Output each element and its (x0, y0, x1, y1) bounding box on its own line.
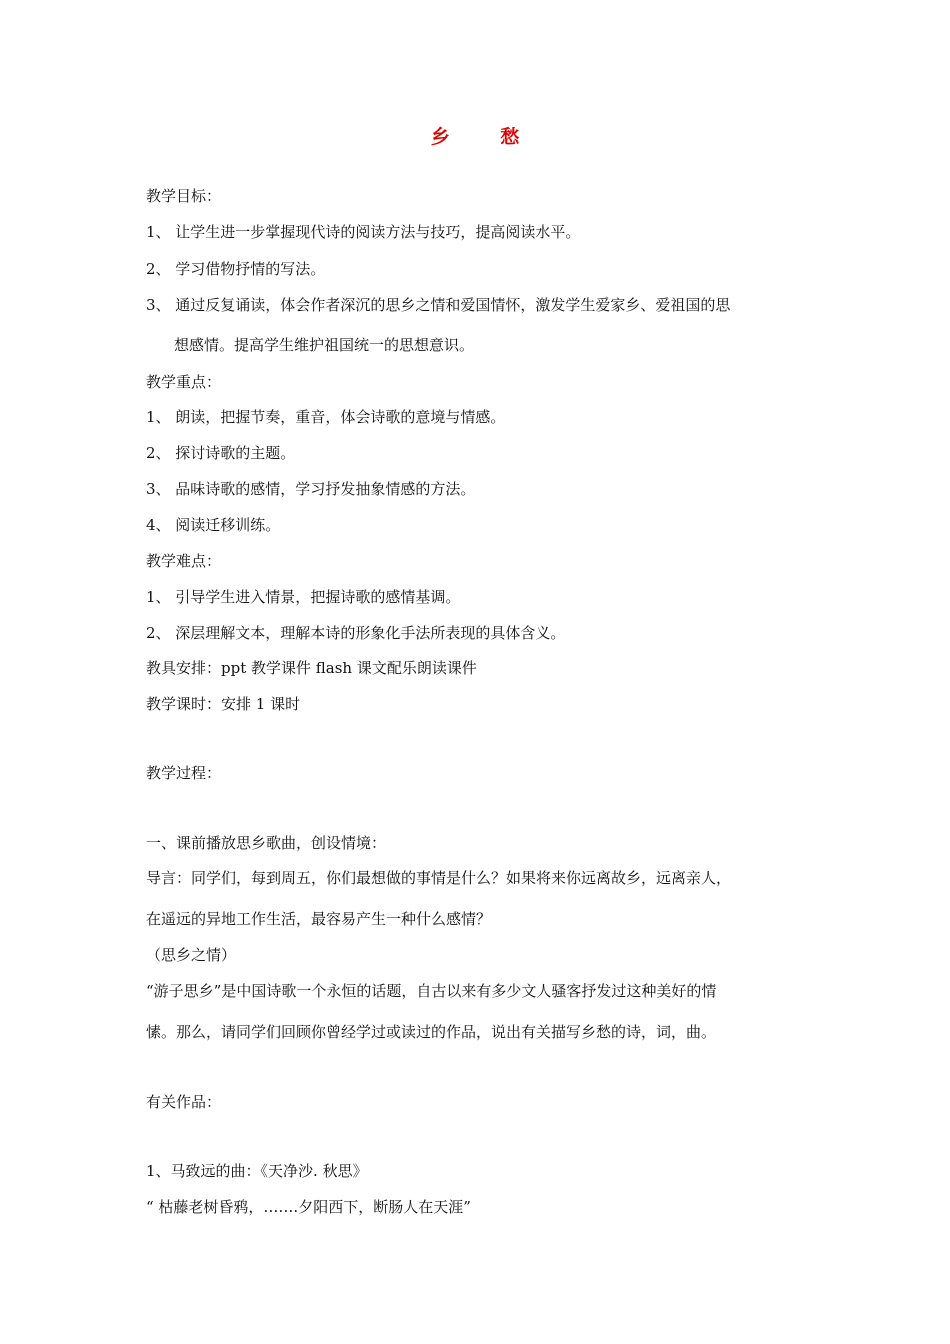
answer-line: （思乡之情） (146, 946, 237, 964)
goal-item-3-continued: 想感情。提高学生维护祖国统一的思想意识。 (174, 336, 475, 354)
work-item-1: 1、马致远的曲：《天净沙. 秋思》 (146, 1162, 368, 1180)
intro-line-2: 在遥远的异地工作生活，最容易产生一种什么感情？ (146, 910, 492, 928)
heading-related-works: 有关作品： (146, 1093, 222, 1111)
goal-item-3: 3、 通过反复诵读，体会作者深沉的思乡之情和爱国情怀，激发学生爱家乡、爱祖国的思 (146, 296, 731, 314)
heading-teaching-goals: 教学目标： (146, 187, 222, 205)
document-title: 乡 愁 (430, 126, 542, 148)
heading-teaching-key-points: 教学重点： (146, 373, 222, 391)
difficulty-1: 1、 引导学生进入情景，把握诗歌的感情基调。 (146, 588, 461, 606)
goal-item-2: 2、 学习借物抒情的写法。 (146, 260, 326, 278)
paragraph-line-1: “游子思乡”是中国诗歌一个永恒的话题，自古以来有多少文人骚客抒发过这种美好的情 (146, 982, 717, 1000)
intro-line-1: 导言：同学们，每到周五，你们最想做的事情是什么？如果将来你远离故乡，远离亲人， (146, 869, 732, 887)
heading-teaching-process: 教学过程： (146, 764, 222, 782)
heading-teaching-difficulties: 教学难点： (146, 552, 222, 570)
difficulty-2: 2、 深层理解文本，理解本诗的形象化手法所表现的具体含义。 (146, 624, 566, 642)
key-point-1: 1、 朗读，把握节奏，重音，体会诗歌的意境与情感。 (146, 408, 506, 426)
teaching-hours: 教学课时：安排 1 课时 (146, 695, 301, 713)
key-point-3: 3、 品味诗歌的感情，学习抒发抽象情感的方法。 (146, 480, 476, 498)
goal-item-1: 1、 让学生进一步掌握现代诗的阅读方法与技巧，提高阅读水平。 (146, 223, 581, 241)
section-one-heading: 一、课前播放思乡歌曲，创设情境： (146, 834, 387, 852)
paragraph-line-2: 愫。那么，请同学们回顾你曾经学过或读过的作品，说出有关描写乡愁的诗，词，曲。 (146, 1023, 717, 1041)
key-point-2: 2、 探讨诗歌的主题。 (146, 444, 296, 462)
work-item-1-quote: “ 枯藤老树昏鸦，…….夕阳西下，断肠人在天涯” (146, 1198, 471, 1216)
key-point-4: 4、 阅读迁移训练。 (146, 516, 281, 534)
teaching-tools: 教具安排：ppt 教学课件 flash 课文配乐朗读课件 (146, 659, 477, 677)
